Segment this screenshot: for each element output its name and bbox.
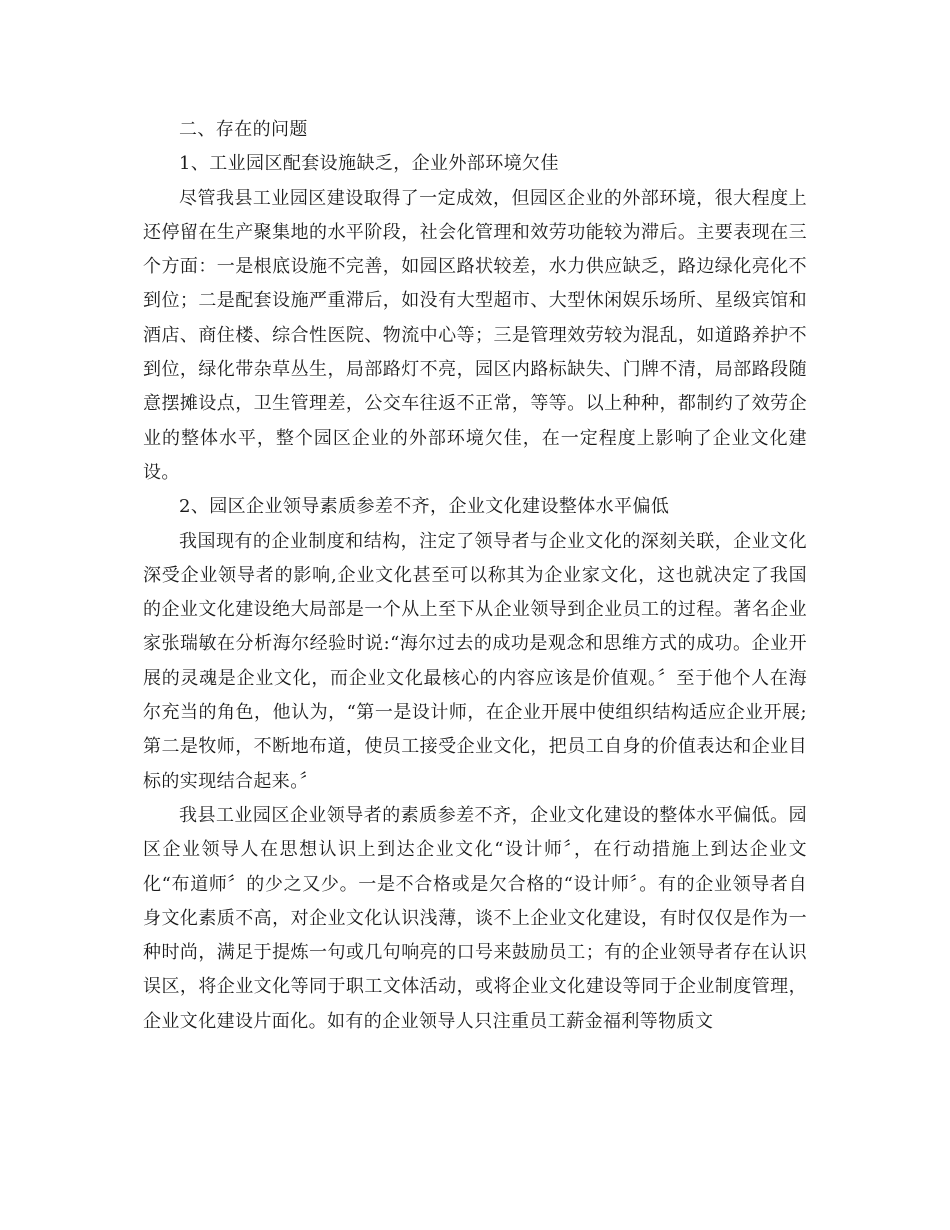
paragraph-3: 我县工业园区企业领导者的素质参差不齐，企业文化建设的整体水平偏低。园区企业领导人在思想认识上到达企业文化“设计师〞，在行动措施上到达企业文化“布道师〞的少之又少。一是不合格或是欠合格的“设计师〞。有的企业领导者自身文化素质不高，对企业文化认识浅薄，谈不上企业文化建设，有时仅仅是作为一种时尚，满足于提炼一句或几句响亮的口号来鼓励员工；有的企业领导者存在认识误区，将企业文化等同于职工文体活动，或将企业文化建设等同于企业制度管理，企业文化建设片面化。如有的企业领导人只注重员工薪金福利等物质文 xyxy=(143,804,807,1032)
paragraph-1: 尽管我县工业园区建设取得了一定成效，但园区企业的外部环境，很大程度上还停留在生产聚集地的水平阶段，社会化管理和效劳功能较为滞后。主要表现在三个方面：一是根底设施不完善，如园区路状较差，水力供应缺乏，路边绿化亮化不到位；二是配套设施严重滞后，如没有大型超市、大型休闲娱乐场所、星级宾馆和酒店、商住楼、综合性医院、物流中心等；三是管理效劳较为混乱，如道路养护不到位，绿化带杂草丛生，局部路灯不亮，园区内路标缺失、门牌不清，局部路段随意摆摊设点，卫生管理差，公交车往返不正常，等等。以上种种，都制约了效劳企业的整体水平，整个园区企业的外部环境欠佳，在一定程度上影响了企业文化建设。 xyxy=(143,187,807,483)
paragraph-2: 我国现有的企业制度和结构，注定了领导者与企业文化的深刻关联，企业文化深受企业领导者的影响,企业文化甚至可以称其为企业家文化，这也就决定了我国的企业文化建设绝大局部是一个从上至下从企业领导到企业员工的过程。著名企业家张瑞敏在分析海尔经验时说:“海尔过去的成功是观念和思维方式的成功。企业开展的灵魂是企业文化，而企业文化最核心的内容应该是价值观。〞至于他个人在海尔充当的角色，他认为，“第一是设计师，在企业开展中使组织结构适应企业开展;第二是牧师，不断地布道，使员工接受企业文化，把员工自身的价值表达和企业目标的实现结合起来。〞 xyxy=(143,530,807,792)
section-heading: 二、存在的问题 xyxy=(179,119,308,140)
subsection-heading-2: 2、园区企业领导素质参差不齐，企业文化建设整体水平偏低 xyxy=(179,496,670,518)
subsection-heading-1: 1、工业园区配套设施缺乏，企业外部环境欠佳 xyxy=(179,153,559,175)
document-body xyxy=(143,113,807,1039)
